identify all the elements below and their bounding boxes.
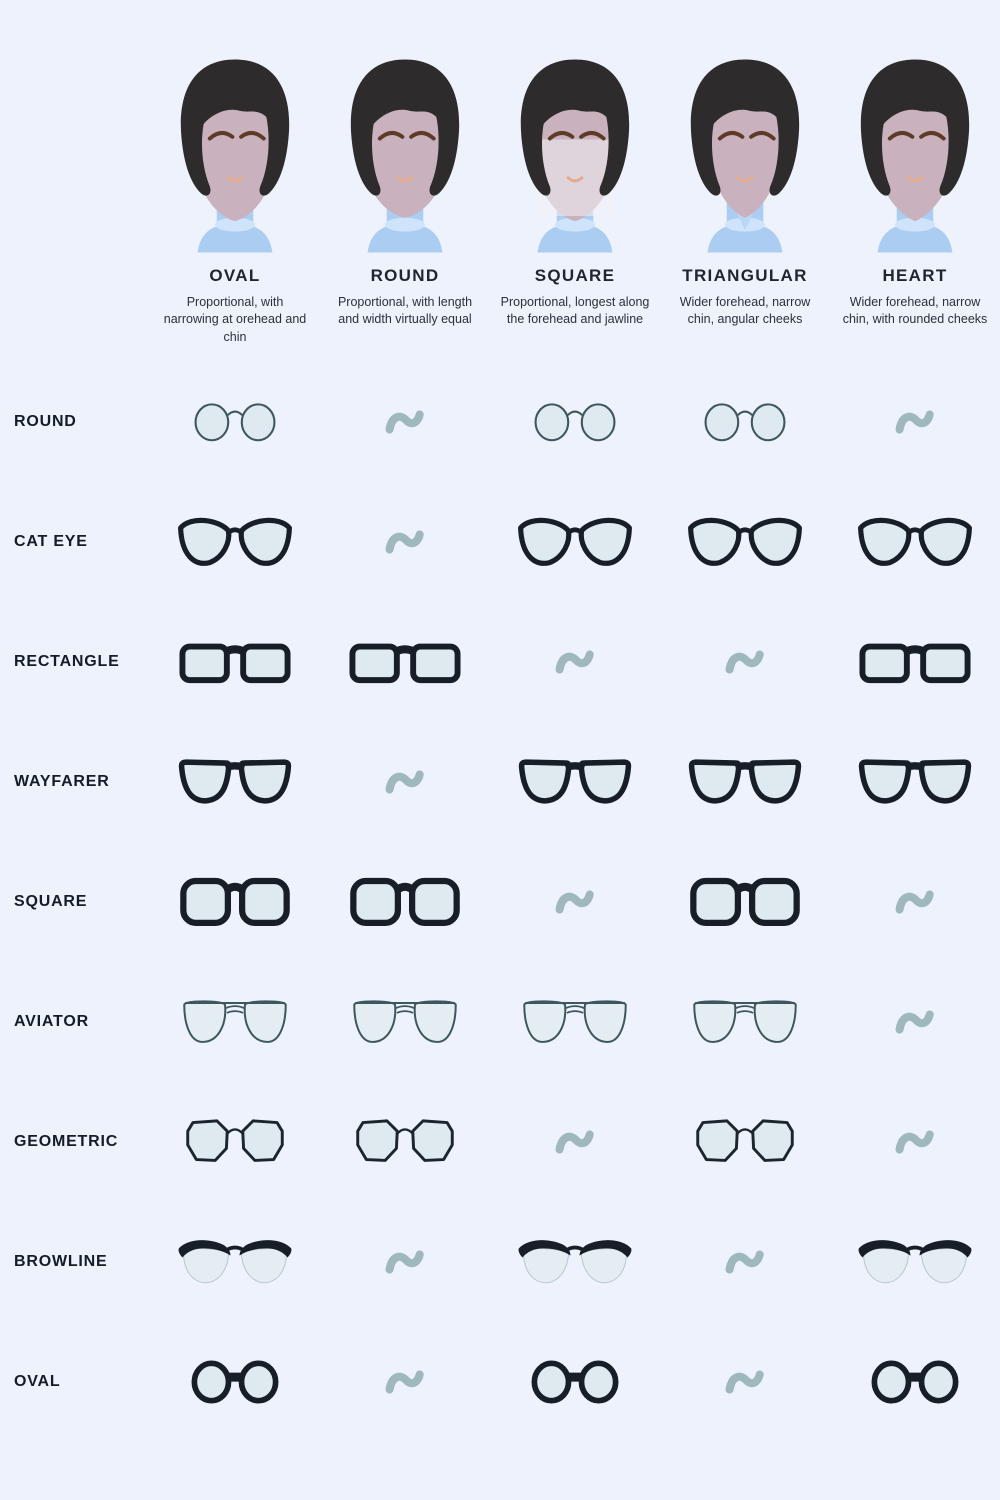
face-shape-title: ROUND [370, 266, 440, 285]
glasses-cat-eye-icon [684, 512, 806, 572]
row-browline [0, 1202, 1000, 1322]
cell-aviator-heart [830, 962, 1000, 1082]
tilde-icon [553, 885, 597, 919]
face-shape-title: OVAL [209, 266, 261, 285]
row-square [0, 842, 1000, 962]
tilde-icon [893, 1125, 937, 1159]
cell-oval-oval [150, 1322, 320, 1442]
glasses-cat-eye-icon [854, 512, 976, 572]
face-triangular-illustration [670, 56, 820, 256]
cell-cat-eye-square [490, 482, 660, 602]
cell-square-square [490, 842, 660, 962]
tilde-icon [893, 885, 937, 919]
column-header-round [320, 56, 490, 346]
glasses-style-label: BROWLINE [14, 1252, 108, 1270]
cell-round-heart [830, 362, 1000, 482]
cell-aviator-triangular [660, 962, 830, 1082]
glasses-style-label: ROUND [14, 412, 77, 430]
glasses-wayfarer-icon [515, 752, 635, 811]
face-square-illustration [500, 56, 650, 256]
cell-cat-eye-heart [830, 482, 1000, 602]
glasses-browline-icon [856, 1233, 974, 1291]
column-header-triangular [660, 56, 830, 346]
cell-rectangle-round [320, 602, 490, 722]
cell-rectangle-triangular [660, 602, 830, 722]
face-round-illustration [330, 56, 480, 256]
face-shape-description: Wider forehead, narrow chin, with rounded cheeks [842, 295, 988, 327]
cell-geometric-square [490, 1082, 660, 1202]
cell-browline-triangular [660, 1202, 830, 1322]
cell-wayfarer-heart [830, 722, 1000, 842]
face-shape-description: Wider forehead, narrow chin, angular cheeks [679, 295, 811, 327]
cell-geometric-oval [150, 1082, 320, 1202]
face-shape-description: Proportional, with length and width virtually equal [337, 295, 473, 327]
face-oval-illustration [160, 56, 310, 256]
column-header-oval [150, 56, 320, 346]
cell-square-round [320, 842, 490, 962]
cell-browline-oval [150, 1202, 320, 1322]
tilde-icon [553, 645, 597, 679]
glasses-style-label: AVIATOR [14, 1012, 89, 1030]
glasses-oval-icon [862, 1356, 968, 1408]
row-round [0, 362, 1000, 482]
cell-wayfarer-round [320, 722, 490, 842]
cell-square-triangular [660, 842, 830, 962]
tilde-icon [553, 1125, 597, 1159]
cell-geometric-round [320, 1082, 490, 1202]
glasses-cat-eye-icon [514, 512, 636, 572]
glasses-browline-icon [516, 1233, 634, 1291]
tilde-icon [723, 645, 767, 679]
glasses-oval-icon [182, 1356, 288, 1408]
cell-rectangle-square [490, 602, 660, 722]
glasses-aviator-icon [516, 993, 634, 1051]
cell-wayfarer-square [490, 722, 660, 842]
tilde-icon [383, 405, 427, 439]
cell-browline-round [320, 1202, 490, 1322]
glasses-cat-eye-icon [174, 512, 296, 572]
face-shape-header-row [0, 0, 1000, 346]
cell-cat-eye-round [320, 482, 490, 602]
row-cat-eye [0, 482, 1000, 602]
glasses-round-icon [183, 396, 287, 447]
glasses-aviator-icon [346, 993, 464, 1051]
tilde-icon [893, 405, 937, 439]
glasses-round-icon [523, 396, 627, 447]
column-header-square [490, 56, 660, 346]
glasses-wayfarer-icon [685, 752, 805, 811]
cell-oval-triangular [660, 1322, 830, 1442]
cell-browline-square [490, 1202, 660, 1322]
glasses-style-label: WAYFARER [14, 772, 110, 790]
glasses-browline-icon [176, 1233, 294, 1291]
glasses-aviator-icon [686, 993, 804, 1051]
glasses-style-label: GEOMETRIC [14, 1132, 119, 1150]
cell-aviator-square [490, 962, 660, 1082]
cell-rectangle-heart [830, 602, 1000, 722]
glasses-square-icon [687, 873, 803, 930]
cell-round-oval [150, 362, 320, 482]
face-shape-title: HEART [882, 266, 948, 285]
cell-round-round [320, 362, 490, 482]
glasses-wayfarer-icon [175, 752, 295, 811]
tilde-icon [723, 1365, 767, 1399]
cell-oval-square [490, 1322, 660, 1442]
face-heart-illustration [840, 56, 990, 256]
row-geometric [0, 1082, 1000, 1202]
glasses-aviator-icon [176, 993, 294, 1051]
glasses-square-icon [347, 873, 463, 930]
row-oval [0, 1322, 1000, 1442]
cell-square-oval [150, 842, 320, 962]
face-shape-description: Proportional, with narrowing at orehead and chin [163, 295, 307, 344]
cell-browline-heart [830, 1202, 1000, 1322]
cell-geometric-heart [830, 1082, 1000, 1202]
row-rectangle [0, 602, 1000, 722]
glasses-rectangle-icon [176, 633, 294, 691]
header-corner-spacer [0, 56, 150, 346]
cell-round-triangular [660, 362, 830, 482]
cell-aviator-round [320, 962, 490, 1082]
tilde-icon [383, 1365, 427, 1399]
glasses-wayfarer-icon [855, 752, 975, 811]
row-wayfarer [0, 722, 1000, 842]
cell-cat-eye-oval [150, 482, 320, 602]
glasses-style-label: OVAL [14, 1372, 61, 1390]
cell-wayfarer-triangular [660, 722, 830, 842]
cell-cat-eye-triangular [660, 482, 830, 602]
cell-rectangle-oval [150, 602, 320, 722]
glasses-oval-icon [522, 1356, 628, 1408]
glasses-rectangle-icon [346, 633, 464, 691]
tilde-icon [723, 1245, 767, 1279]
cell-aviator-oval [150, 962, 320, 1082]
tilde-icon [893, 1005, 937, 1039]
glasses-geometric-icon [689, 1114, 801, 1169]
tilde-icon [383, 525, 427, 559]
tilde-icon [383, 1245, 427, 1279]
face-shape-title: TRIANGULAR [682, 266, 808, 285]
cell-round-square [490, 362, 660, 482]
face-shape-description: Proportional, longest along the forehead and jawline [500, 295, 650, 327]
cell-wayfarer-oval [150, 722, 320, 842]
glasses-square-icon [177, 873, 293, 930]
tilde-icon [383, 765, 427, 799]
glasses-rectangle-icon [856, 633, 974, 691]
cell-geometric-triangular [660, 1082, 830, 1202]
column-header-heart [830, 56, 1000, 346]
glasses-style-label: CAT EYE [14, 532, 88, 550]
glasses-round-icon [693, 396, 797, 447]
row-aviator [0, 962, 1000, 1082]
face-shape-title: SQUARE [534, 266, 616, 285]
glasses-geometric-icon [349, 1114, 461, 1169]
suitability-matrix [0, 362, 1000, 1442]
cell-oval-round [320, 1322, 490, 1442]
glasses-style-label: SQUARE [14, 892, 88, 910]
glasses-style-label: RECTANGLE [14, 652, 120, 670]
cell-oval-heart [830, 1322, 1000, 1442]
cell-square-heart [830, 842, 1000, 962]
glasses-geometric-icon [179, 1114, 291, 1169]
